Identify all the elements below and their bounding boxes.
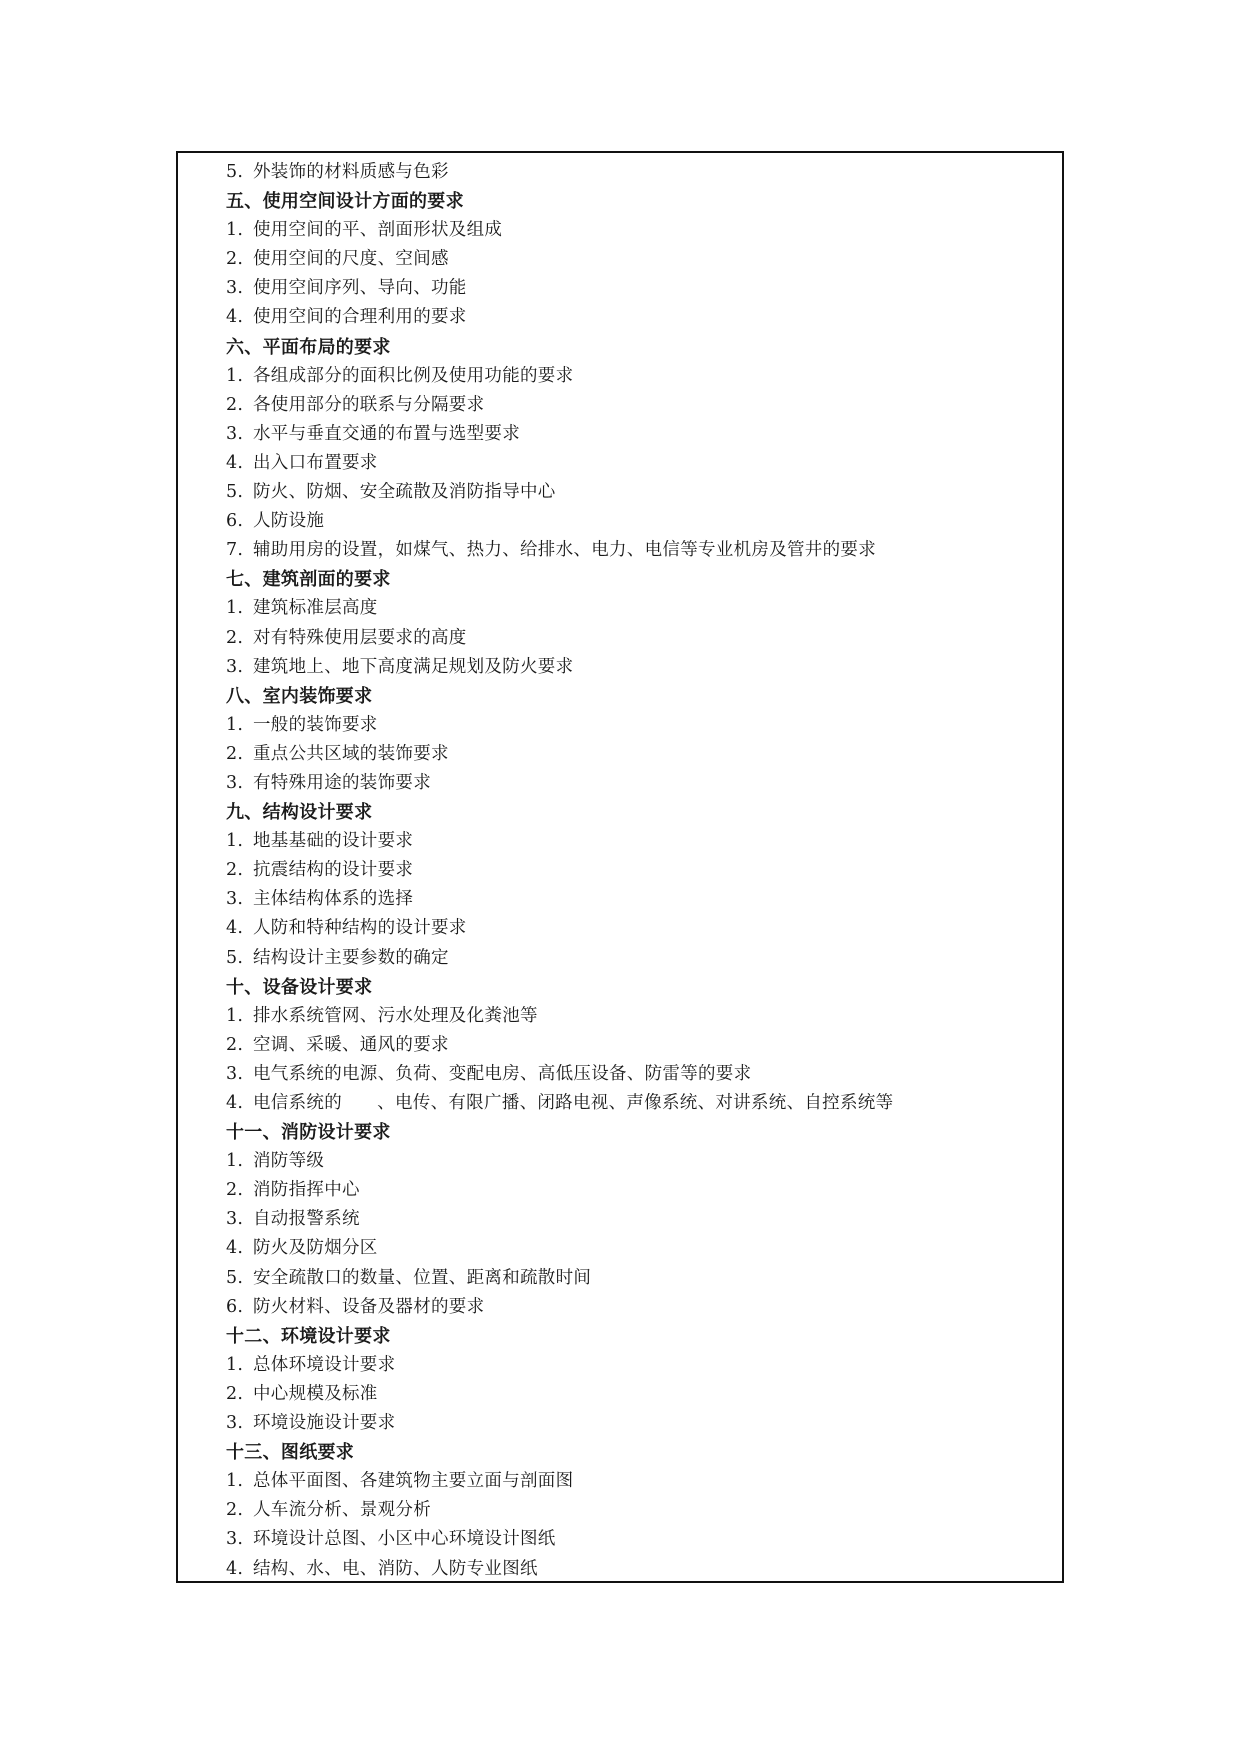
item-text: 电信系统的 、电传、有限广播、闭路电视、声像系统、对讲系统、自控系统等 (253, 1093, 894, 1113)
item-number: 6. (226, 511, 244, 532)
item-number: 1. (226, 1471, 244, 1492)
list-item (226, 1351, 1052, 1380)
list-item (226, 536, 1052, 565)
section-heading: 九、结构设计要求 (226, 802, 373, 824)
item-number: 2. (226, 394, 244, 415)
item-number: 2. (226, 1180, 244, 1201)
list-item (226, 1060, 1052, 1089)
item-number: 7. (226, 540, 244, 561)
item-text: 电气系统的电源、负荷、变配电房、高低压设备、防雷等的要求 (253, 1063, 752, 1084)
item-text: 环境设计总图、小区中心环境设计图纸 (253, 1529, 556, 1550)
item-text: 使用空间的平、剖面形状及组成 (253, 220, 503, 241)
item-text: 总体环境设计要求 (253, 1354, 396, 1375)
item-number: 2. (226, 627, 244, 648)
list-item (226, 245, 1052, 274)
section-heading: 八、室内装饰要求 (226, 685, 373, 707)
item-text: 出入口布置要求 (253, 452, 378, 473)
item-text: 各使用部分的联系与分隔要求 (253, 394, 485, 415)
list-item (226, 1089, 1052, 1118)
item-text: 地基基础的设计要求 (253, 831, 414, 852)
item-number: 1. (226, 1354, 244, 1375)
item-text: 使用空间的合理利用的要求 (253, 307, 467, 328)
list-item (226, 711, 1052, 740)
list-item (226, 624, 1052, 653)
list-item (226, 769, 1052, 798)
list-item (226, 507, 1052, 536)
item-text: 总体平面图、各建筑物主要立面与剖面图 (253, 1471, 574, 1492)
item-number: 3. (226, 1529, 244, 1550)
list-item (226, 1496, 1052, 1525)
requirements-list (226, 158, 1052, 1584)
list-item (226, 827, 1052, 856)
section-heading: 五、使用空间设计方面的要求 (226, 191, 464, 213)
list-item (226, 1525, 1052, 1554)
list-item (226, 362, 1052, 391)
list-item (226, 1234, 1052, 1263)
item-number: 3. (226, 1413, 244, 1434)
section-heading: 十二、环境设计要求 (226, 1325, 391, 1347)
item-number: 3. (226, 278, 244, 299)
list-item (226, 216, 1052, 245)
list-item (226, 1031, 1052, 1060)
item-number: 6. (226, 1296, 244, 1317)
item-number: 3. (226, 889, 244, 910)
item-text: 环境设施设计要求 (253, 1413, 396, 1434)
list-item (226, 653, 1052, 682)
item-number: 4. (226, 307, 244, 328)
item-number: 1. (226, 831, 244, 852)
item-text: 安全疏散口的数量、位置、距离和疏散时间 (253, 1267, 592, 1288)
list-item (226, 1555, 1052, 1584)
item-text: 抗震结构的设计要求 (253, 860, 414, 881)
section-heading: 六、平面布局的要求 (226, 336, 391, 358)
item-number: 2. (226, 1383, 244, 1404)
list-item (226, 478, 1052, 507)
item-text: 结构设计主要参数的确定 (253, 947, 449, 968)
item-number: 3. (226, 772, 244, 793)
list-item (226, 1147, 1052, 1176)
list-item (226, 420, 1052, 449)
item-text: 有特殊用途的装饰要求 (253, 772, 431, 793)
item-number: 4. (226, 452, 244, 473)
item-number: 5. (226, 1267, 244, 1288)
item-text: 防火、防烟、安全疏散及消防指导中心 (253, 482, 556, 503)
list-item (226, 1467, 1052, 1496)
item-text: 水平与垂直交通的布置与选型要求 (253, 423, 520, 444)
item-number: 4. (226, 1093, 244, 1113)
item-number: 2. (226, 1500, 244, 1521)
list-item (226, 1002, 1052, 1031)
item-text: 辅助用房的设置，如煤气、热力、给排水、电力、电信等专业机房及管井的要求 (253, 540, 876, 561)
item-text: 自动报警系统 (253, 1209, 360, 1230)
item-text: 消防等级 (253, 1151, 325, 1172)
item-text: 中心规模及标准 (253, 1383, 378, 1404)
item-text: 一般的装饰要求 (253, 714, 378, 735)
list-item (226, 856, 1052, 885)
item-number: 1. (226, 1151, 244, 1172)
list-item (226, 1205, 1052, 1234)
list-item (226, 914, 1052, 943)
item-number: 4. (226, 1558, 244, 1579)
item-number: 3. (226, 656, 244, 677)
item-text: 各组成部分的面积比例及使用功能的要求 (253, 365, 574, 386)
list-item (226, 594, 1052, 623)
list-item (226, 274, 1052, 303)
list-item (226, 1293, 1052, 1322)
item-number: 2. (226, 1034, 244, 1055)
item-number: 1. (226, 714, 244, 735)
section-heading: 十、设备设计要求 (226, 976, 373, 998)
item-number: 5. (226, 162, 244, 182)
document-frame (176, 151, 1064, 1583)
item-number: 4. (226, 1238, 244, 1259)
item-number: 3. (226, 1209, 244, 1230)
item-number: 2. (226, 860, 244, 881)
item-text: 空调、采暖、通风的要求 (253, 1034, 449, 1055)
item-text: 防火及防烟分区 (253, 1238, 378, 1259)
list-item (226, 449, 1052, 478)
list-item (226, 1380, 1052, 1409)
list-item (226, 944, 1052, 973)
item-number: 1. (226, 220, 244, 241)
list-item (226, 158, 1052, 187)
list-item (226, 885, 1052, 914)
item-text: 消防指挥中心 (253, 1180, 360, 1201)
item-text: 人车流分析、景观分析 (253, 1500, 431, 1521)
list-item (226, 303, 1052, 332)
item-text: 外装饰的材料质感与色彩 (253, 162, 449, 182)
list-item (226, 391, 1052, 420)
item-text: 人防设施 (253, 511, 325, 532)
item-text: 排水系统管网、污水处理及化粪池等 (253, 1005, 538, 1026)
item-text: 建筑地上、地下高度满足规划及防火要求 (253, 656, 574, 677)
item-text: 建筑标准层高度 (253, 598, 378, 619)
list-item (226, 1264, 1052, 1293)
item-text: 使用空间的尺度、空间感 (253, 249, 449, 270)
item-text: 防火材料、设备及器材的要求 (253, 1296, 485, 1317)
item-text: 结构、水、电、消防、人防专业图纸 (253, 1558, 538, 1579)
list-item (226, 1176, 1052, 1205)
item-text: 人防和特种结构的设计要求 (253, 918, 467, 939)
item-number: 2. (226, 743, 244, 764)
section-heading: 七、建筑剖面的要求 (226, 569, 391, 591)
list-item (226, 1409, 1052, 1438)
item-number: 3. (226, 1063, 244, 1084)
item-number: 1. (226, 598, 244, 619)
item-number: 1. (226, 1005, 244, 1026)
item-text: 主体结构体系的选择 (253, 889, 414, 910)
item-number: 2. (226, 249, 244, 270)
item-number: 3. (226, 423, 244, 444)
list-item (226, 740, 1052, 769)
item-number: 5. (226, 947, 244, 968)
item-text: 重点公共区域的装饰要求 (253, 743, 449, 764)
item-text: 使用空间序列、导向、功能 (253, 278, 467, 299)
item-number: 1. (226, 365, 244, 386)
section-heading: 十三、图纸要求 (226, 1442, 355, 1464)
section-heading: 十一、消防设计要求 (226, 1122, 391, 1144)
item-text: 对有特殊使用层要求的高度 (253, 627, 467, 648)
item-number: 5. (226, 482, 244, 503)
item-number: 4. (226, 918, 244, 939)
